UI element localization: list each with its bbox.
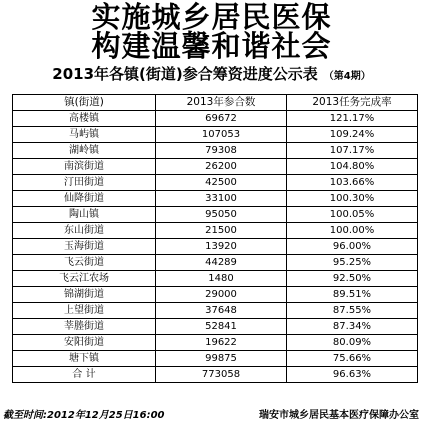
cell-town: 湖岭镇 — [13, 143, 156, 159]
cell-town: 玉海街道 — [13, 239, 156, 255]
funding-progress-table — [12, 94, 418, 383]
cell-town: 塘下镇 — [13, 351, 156, 367]
cell-completion-rate: 80.09% — [287, 335, 418, 351]
cell-completion-rate: 96.63% — [287, 367, 418, 383]
issue-number: （第4期） — [323, 71, 371, 82]
headline-line-2: 构建温馨和谐社会 — [91, 29, 332, 63]
cell-completion-rate: 109.24% — [287, 127, 418, 143]
cell-completion-rate: 87.55% — [287, 303, 418, 319]
cell-town: 莘塍街道 — [13, 319, 156, 335]
cell-completion-rate: 104.80% — [287, 159, 418, 175]
cell-completion-rate: 103.66% — [287, 175, 418, 191]
cell-completion-rate: 87.34% — [287, 319, 418, 335]
cell-enrollment: 29000 — [156, 287, 287, 303]
cell-enrollment: 1480 — [156, 271, 287, 287]
table-body — [13, 111, 418, 383]
table-title-text: 2013年各镇(街道)参合筹资进度公示表 — [52, 65, 318, 83]
table-row — [13, 223, 418, 239]
header-completion-rate: 2013任务完成率 — [287, 95, 418, 111]
table-row — [13, 127, 418, 143]
cell-enrollment: 21500 — [156, 223, 287, 239]
cell-completion-rate: 121.17% — [287, 111, 418, 127]
cell-enrollment: 42500 — [156, 175, 287, 191]
header-enrollment: 2013年参合数 — [156, 95, 287, 111]
cell-town: 安阳街道 — [13, 335, 156, 351]
cell-completion-rate: 92.50% — [287, 271, 418, 287]
cell-completion-rate: 89.51% — [287, 287, 418, 303]
table-row — [13, 175, 418, 191]
cell-town: 仙降街道 — [13, 191, 156, 207]
cell-enrollment: 37648 — [156, 303, 287, 319]
table-row — [13, 207, 418, 223]
table-row — [13, 239, 418, 255]
cell-town: 飞云街道 — [13, 255, 156, 271]
cell-completion-rate: 95.25% — [287, 255, 418, 271]
cell-completion-rate: 100.05% — [287, 207, 418, 223]
header-town: 镇(街道) — [13, 95, 156, 111]
cell-enrollment: 44289 — [156, 255, 287, 271]
cell-town: 飞云江农场 — [13, 271, 156, 287]
cell-town: 东山街道 — [13, 223, 156, 239]
table-row — [13, 159, 418, 175]
table-row — [13, 319, 418, 335]
table-row — [13, 351, 418, 367]
cell-enrollment: 99875 — [156, 351, 287, 367]
table-total-row — [13, 367, 418, 383]
cell-enrollment: 19622 — [156, 335, 287, 351]
cell-completion-rate: 96.00% — [287, 239, 418, 255]
table-row — [13, 303, 418, 319]
cell-enrollment: 33100 — [156, 191, 287, 207]
cell-completion-rate: 107.17% — [287, 143, 418, 159]
cell-enrollment: 79308 — [156, 143, 287, 159]
cell-town: 锦湖街道 — [13, 287, 156, 303]
cell-enrollment: 95050 — [156, 207, 287, 223]
cell-enrollment: 13920 — [156, 239, 287, 255]
cell-town: 高楼镇 — [13, 111, 156, 127]
issuing-office: 瑞安市城乡居民基本医疗保障办公室 — [259, 410, 419, 421]
table-row — [13, 255, 418, 271]
cell-town: 上望街道 — [13, 303, 156, 319]
table-row — [13, 335, 418, 351]
cell-completion-rate: 100.00% — [287, 223, 418, 239]
table-row — [13, 111, 418, 127]
cell-town: 陶山镇 — [13, 207, 156, 223]
cell-town: 南滨街道 — [13, 159, 156, 175]
cell-enrollment: 107053 — [156, 127, 287, 143]
cell-enrollment: 26200 — [156, 159, 287, 175]
cell-enrollment: 69672 — [156, 111, 287, 127]
cell-town: 合 计 — [13, 367, 156, 383]
table-row — [13, 271, 418, 287]
cell-enrollment: 773058 — [156, 367, 287, 383]
table-row — [13, 143, 418, 159]
cell-town: 马屿镇 — [13, 127, 156, 143]
cell-completion-rate: 100.30% — [287, 191, 418, 207]
cell-enrollment: 52841 — [156, 319, 287, 335]
table-header-row — [13, 95, 418, 111]
table-title — [0, 63, 423, 84]
deadline-text: 截至时间:2012年12月25日16:00 — [3, 410, 165, 421]
cell-town: 汀田街道 — [13, 175, 156, 191]
table-row — [13, 287, 418, 303]
cell-completion-rate: 75.66% — [287, 351, 418, 367]
table-row — [13, 191, 418, 207]
headline-line-1: 实施城乡居民医保 — [91, 0, 332, 34]
